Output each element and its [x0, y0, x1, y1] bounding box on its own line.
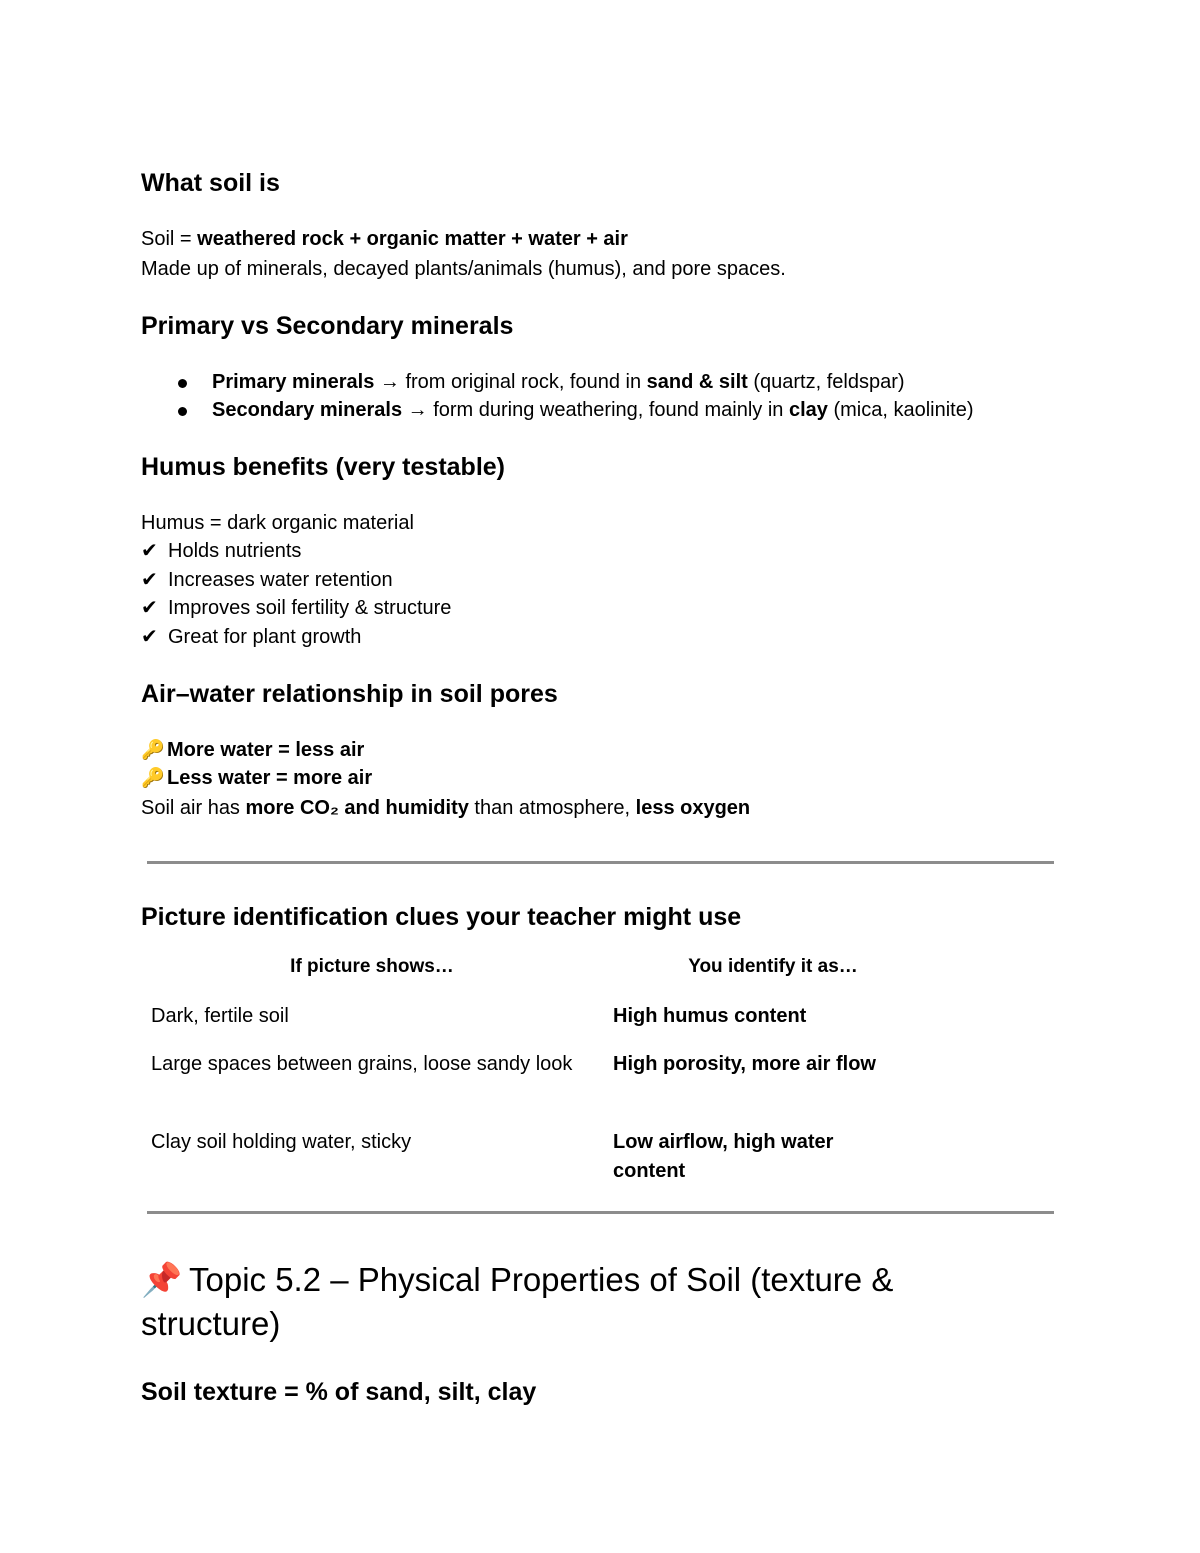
- key-point-less-water: [141, 764, 372, 793]
- section-heading-air-water: Air–water relationship in soil pores: [141, 680, 558, 708]
- table-header-identify: You identify it as…: [688, 956, 858, 977]
- bullet-text: [212, 396, 974, 424]
- topic-title: [141, 1258, 1001, 1346]
- check-icon: ✔: [141, 597, 158, 619]
- horizontal-rule: [147, 861, 1054, 864]
- soil-air-line: [141, 794, 750, 822]
- bullet-dot-icon: [178, 379, 187, 388]
- benefit-item: [141, 594, 451, 622]
- key-point-text: More water = less air: [167, 739, 365, 761]
- benefit-text: Improves soil fertility & structure: [168, 597, 452, 619]
- soil-air-prefix: Soil air has: [141, 797, 246, 819]
- soil-air-mid: than atmosphere,: [468, 797, 636, 819]
- bullet-dot-icon: [178, 407, 187, 416]
- soil-air-less: less oxygen: [635, 797, 751, 819]
- check-icon: ✔: [141, 626, 158, 648]
- table-cell-shows: Dark, fertile soil: [151, 1005, 289, 1027]
- soil-definition-line: [141, 225, 628, 253]
- pushpin-icon: 📌: [141, 1261, 183, 1298]
- benefit-text: Increases water retention: [168, 569, 393, 591]
- section-heading-picture-identification: Picture identification clues your teacher might use: [141, 903, 742, 931]
- table-cell-identify: High porosity, more air flow: [613, 1053, 876, 1075]
- table-cell-shows: Clay soil holding water, sticky: [151, 1131, 412, 1153]
- bullet-term: Primary minerals: [212, 371, 375, 393]
- bullet-term: Secondary minerals: [212, 399, 403, 421]
- bullet-location: clay: [788, 399, 828, 421]
- table-header-picture: If picture shows…: [290, 956, 454, 977]
- check-icon: ✔: [141, 540, 158, 562]
- benefit-text: Great for plant growth: [168, 626, 362, 648]
- bullet-location: sand & silt: [646, 371, 748, 393]
- section-heading-minerals: Primary vs Secondary minerals: [141, 312, 514, 340]
- bullet-examples: (quartz, feldspar): [747, 371, 905, 393]
- humus-definition: Humus = dark organic material: [141, 512, 414, 534]
- section-heading-humus-benefits: Humus benefits (very testable): [141, 453, 505, 481]
- topic-title-text: Topic 5.2 – Physical Properties of Soil (texture & structure): [141, 1261, 894, 1342]
- section-heading-what-soil-is: What soil is: [141, 169, 280, 197]
- benefit-text: Holds nutrients: [168, 540, 302, 562]
- key-point-text: Less water = more air: [167, 767, 373, 789]
- key-point-more-water: [141, 736, 364, 765]
- soil-definition-prefix: Soil =: [141, 228, 198, 250]
- soil-air-more: more CO₂ and humidity: [245, 797, 469, 819]
- table-cell-identify: Low airflow, high water content: [613, 1131, 834, 1182]
- benefit-item: [141, 537, 301, 565]
- bullet-desc: → from original rock, found in: [374, 371, 647, 393]
- bullet-examples: (mica, kaolinite): [827, 399, 974, 421]
- benefit-item: [141, 566, 393, 594]
- check-icon: ✔: [141, 569, 158, 591]
- bullet-text: [212, 368, 905, 396]
- key-icon: 🔑: [141, 740, 165, 761]
- table-cell-identify: High humus content: [613, 1005, 807, 1027]
- benefit-item: [141, 623, 361, 651]
- bullet-desc: → form during weathering, found mainly in: [402, 399, 789, 421]
- horizontal-rule: [147, 1211, 1054, 1214]
- soil-definition-formula: weathered rock + organic matter + water + air: [197, 228, 628, 250]
- key-icon: 🔑: [141, 768, 165, 789]
- section-heading-soil-texture: Soil texture = % of sand, silt, clay: [141, 1378, 537, 1406]
- table-cell-shows: Large spaces between grains, loose sandy look: [151, 1053, 573, 1075]
- soil-composition-line: Made up of minerals, decayed plants/animals (humus), and pore spaces.: [141, 258, 786, 280]
